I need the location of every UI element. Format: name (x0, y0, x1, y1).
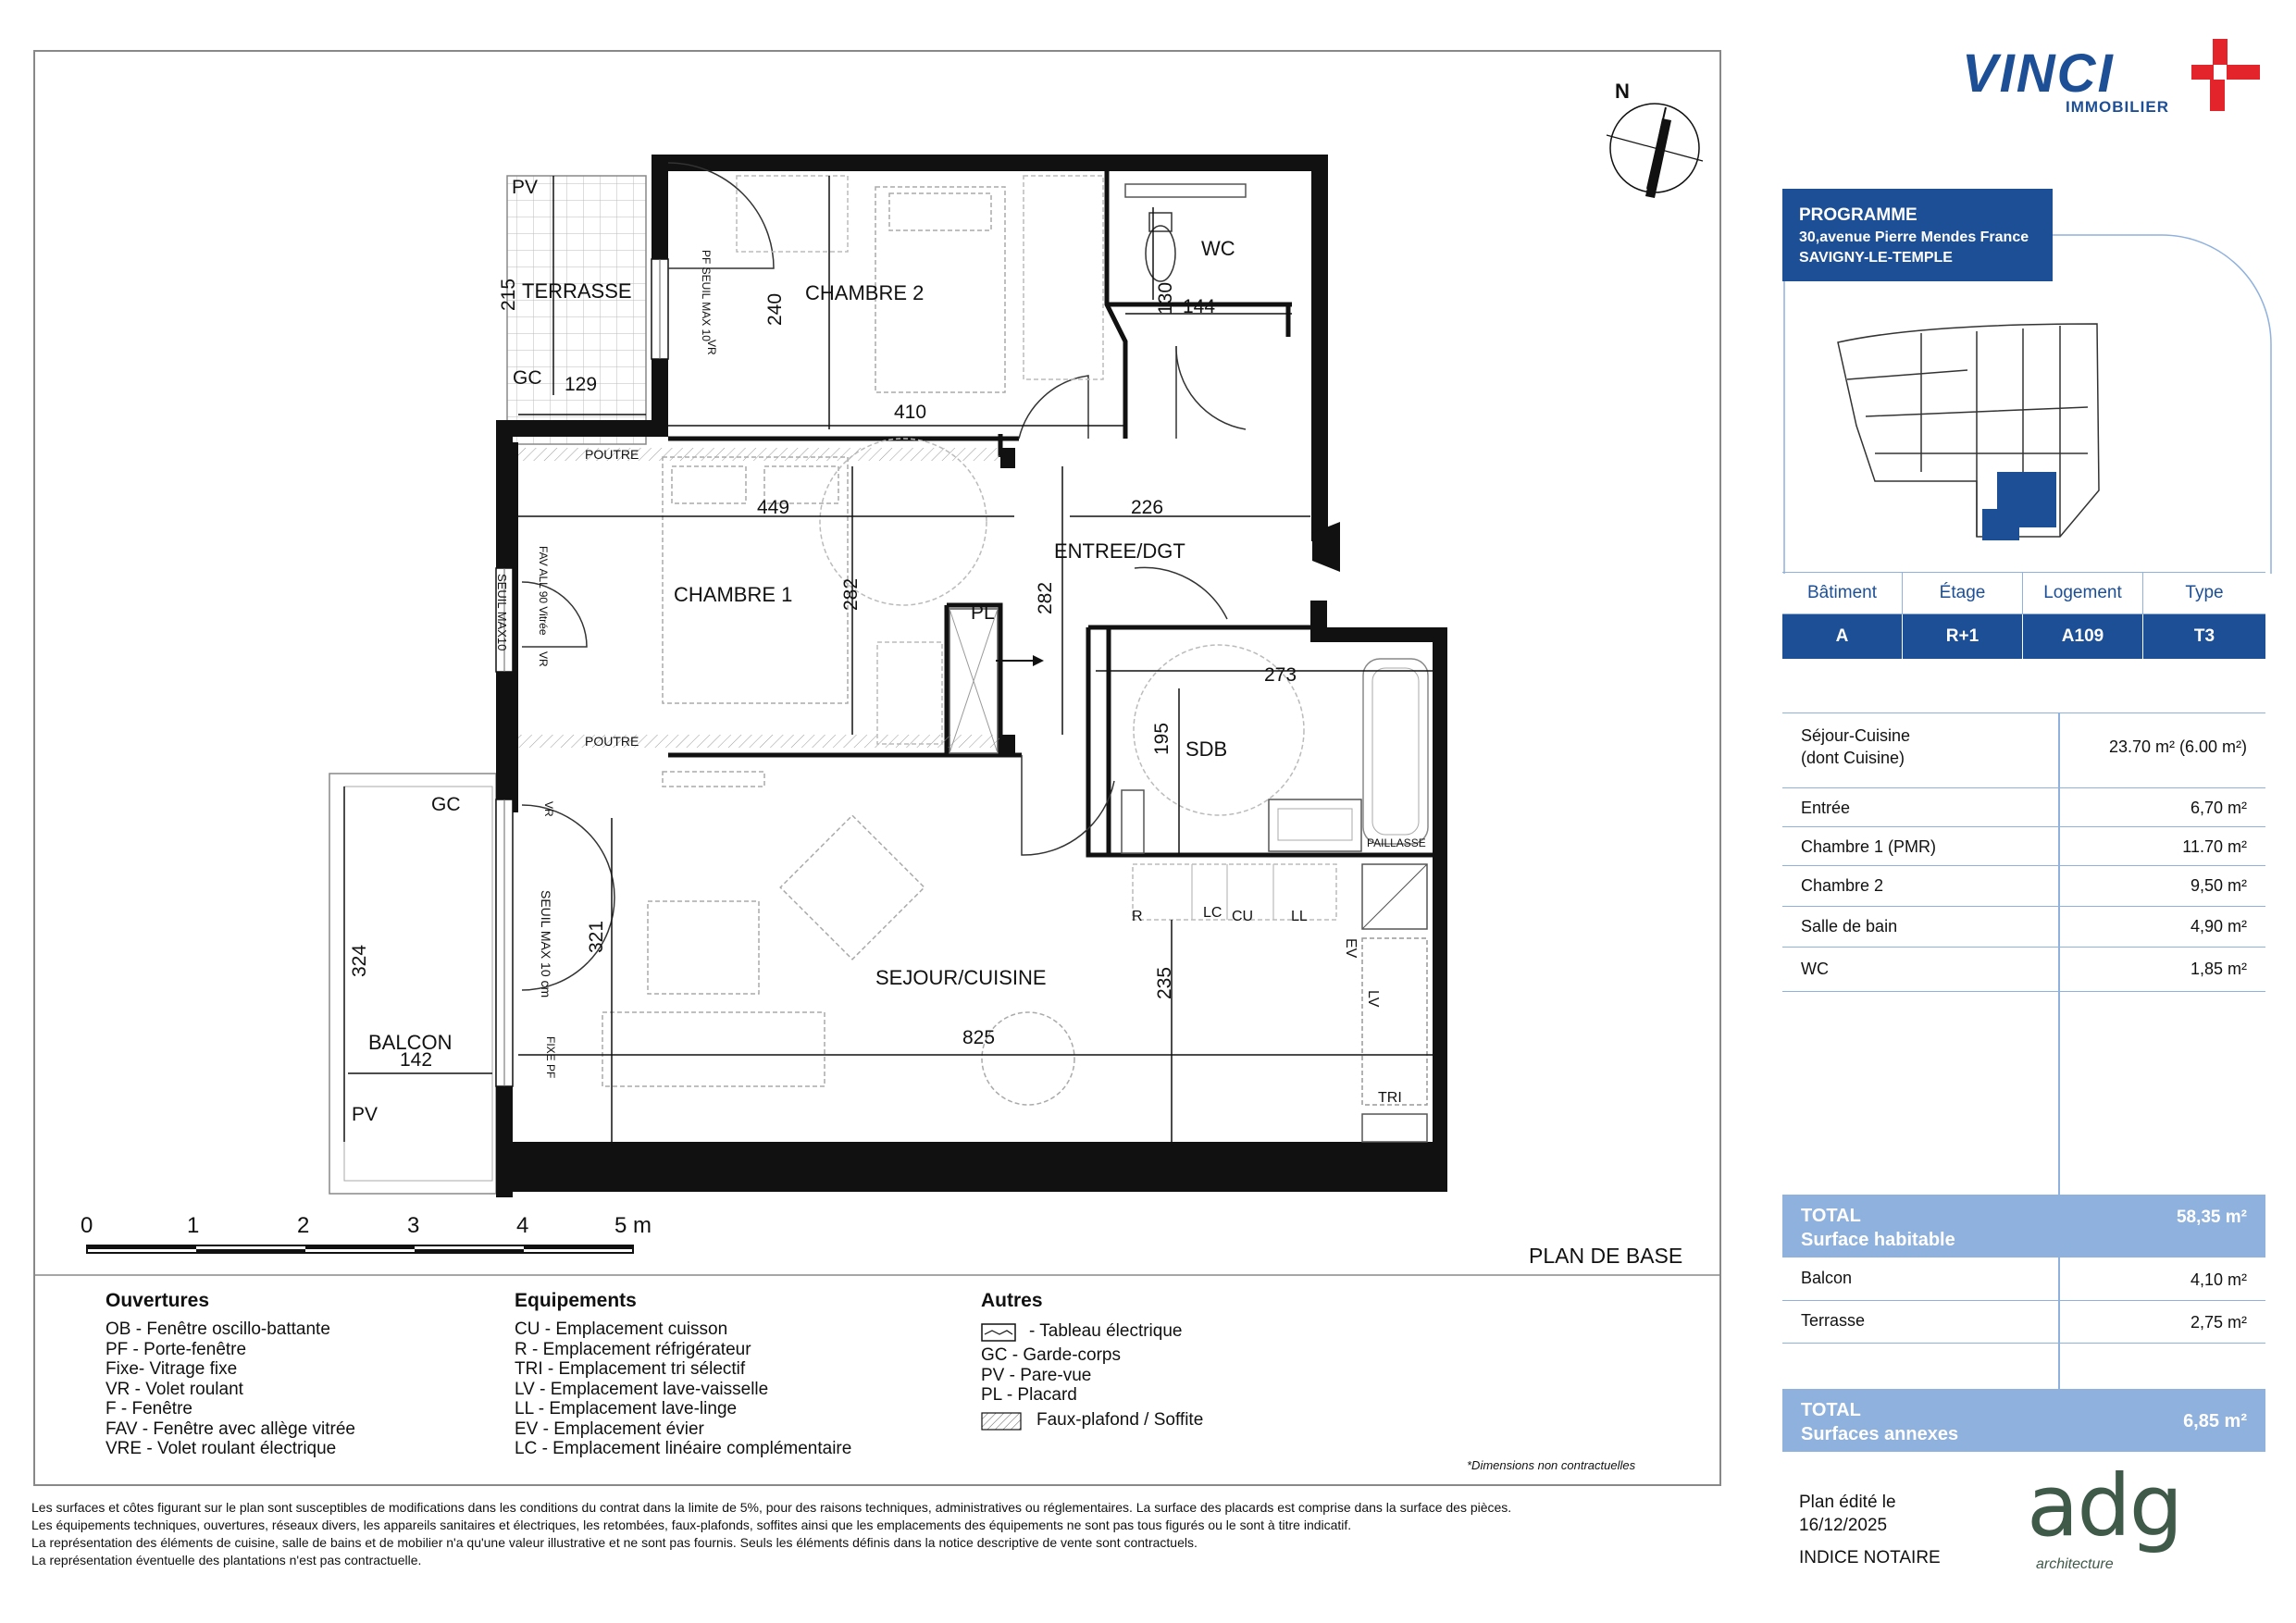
label-gc-top: GC (513, 367, 542, 389)
label-vr-c1: VR (537, 651, 550, 667)
annex-value: 2,75 m² (2190, 1313, 2247, 1332)
info-header-batiment: Bâtiment (1782, 572, 1903, 614)
dining-table (982, 1012, 1074, 1105)
label-pl: PL (971, 602, 995, 624)
dim-130: 130 (1155, 281, 1176, 315)
dim-226: 226 (1131, 497, 1164, 518)
label-cu: CU (1232, 909, 1254, 924)
sofa (602, 1012, 825, 1086)
sink (1269, 799, 1361, 851)
vinci-logo (1962, 37, 2267, 120)
surface-label: Salle de bain (1801, 917, 1898, 935)
legend-equipements-title: Equipements (515, 1290, 637, 1311)
indice-label: INDICE NOTAIRE (1799, 1548, 1941, 1567)
label-tri: TRI (1378, 1090, 1402, 1106)
surface-row (1782, 826, 2265, 866)
surface-row (1782, 865, 2265, 907)
legend-equipements (515, 1290, 851, 1459)
dim-282-a: 282 (840, 577, 862, 611)
dim-825: 825 (962, 1027, 996, 1048)
disclaimer (31, 1499, 1511, 1569)
dim-215: 215 (498, 278, 519, 311)
scale-3: 3 (407, 1213, 420, 1238)
surface-row (1782, 906, 2265, 948)
surface-label: WC (1801, 960, 1829, 978)
legend-item: FAV - Fenêtre avec allège vitrée (105, 1419, 355, 1439)
scale-bar (87, 1245, 633, 1253)
info-value-batiment: A (1782, 614, 1903, 659)
legend-item: Fixe- Vitrage fixe (105, 1359, 238, 1379)
edited-date: 16/12/2025 (1799, 1516, 1888, 1535)
disclaimer-line: Les équipements techniques, ouvertures, réseaux divers, les appareils sanitaires et électriques, les retombées, faux-plafonds, soffites ainsi que les emplacements des équipements ne sont pas tous figurés ou le sont à titre indicatif. (31, 1518, 1352, 1532)
legend-item: OB - Fenêtre oscillo-battante (105, 1319, 330, 1339)
label-poutre-2: POUTRE (585, 734, 639, 749)
dim-273: 273 (1264, 664, 1297, 686)
info-header-logement: Logement (2023, 572, 2143, 614)
dim-144: 144 (1183, 296, 1216, 317)
annex-row (1782, 1300, 2265, 1344)
surface-value: 23.70 m² (6.00 m²) (2108, 737, 2247, 756)
adg-sub: architecture (2036, 1556, 2114, 1572)
label-ev: EV (1343, 938, 1359, 959)
scale-1: 1 (187, 1213, 200, 1238)
info-header-type: Type (2185, 583, 2224, 602)
dim-235: 235 (1154, 966, 1175, 999)
balcon-area (329, 774, 496, 1194)
total-habitable-label-2: Surface habitable (1801, 1230, 1955, 1250)
info-value-etage: R+1 (1903, 614, 2023, 659)
plan-title: PLAN DE BASE (1529, 1244, 1683, 1268)
info-value-type: T3 (2193, 626, 2215, 646)
room-sejour-cuisine: SEJOUR/CUISINE (875, 966, 1047, 989)
info-value-logement: A109 (2023, 614, 2143, 659)
dim-282-b: 282 (1035, 581, 1056, 614)
room-sdb: SDB (1185, 737, 1228, 761)
surface-value: 4,90 m² (2190, 917, 2247, 935)
disclaimer-line: La représentation éventuelle des plantations n'est pas contractuelle. (31, 1553, 422, 1567)
disclaimer-line: Les surfaces et côtes figurant sur le plan sont susceptibles de modifications dans les conditions du contrat dans la limite de 5%, pour des raisons techniques, administratives ou réglementaires. La surface des placards est comprise dans la surface des pièces. (31, 1500, 1512, 1515)
dim-324: 324 (349, 944, 370, 977)
scale-4: 4 (516, 1213, 529, 1238)
legend-autres (981, 1290, 1259, 1432)
toilet-icon (1146, 226, 1175, 281)
legend-pl: PL - Placard (981, 1385, 1077, 1405)
label-lv: LV (1365, 990, 1381, 1008)
label-paillasse: PAILLASSE (1367, 836, 1426, 849)
disclaimer-line: La représentation des éléments de cuisine, salle de bains et de mobilier n'a qu'une valeur illustrative et ne sont pas fournis. Seuls les éléments définis dans la notice descriptive de vente sont contractuels. (31, 1535, 1198, 1550)
info-table (1782, 572, 2265, 661)
legend-item: LL - Emplacement lave-linge (515, 1399, 738, 1419)
legend-item: LV - Emplacement lave-vaisselle (515, 1379, 769, 1399)
programme-address: 30,avenue Pierre Mendes France (1799, 229, 2029, 245)
surface-label-2: (dont Cuisine) (1801, 749, 1905, 767)
legend-autres-title: Autres (981, 1290, 1043, 1311)
legend-item: R - Emplacement réfrigérateur (515, 1339, 751, 1359)
vinci-cross-icon (2190, 37, 2264, 115)
label-fixe-pf: FIXE PF (544, 1036, 557, 1079)
surface-value: 9,50 m² (2190, 876, 2247, 895)
legend-gc: GC - Garde-corps (981, 1345, 1121, 1365)
programme-city: SAVIGNY-LE-TEMPLE (1799, 250, 1953, 266)
surface-row (1782, 947, 2265, 992)
vinci-sub: IMMOBILIER (2066, 98, 2169, 116)
surface-value: 6,70 m² (2190, 799, 2247, 817)
room-chambre-1: CHAMBRE 1 (674, 583, 793, 606)
total-habitable (1782, 1195, 2265, 1258)
annex-label: Terrasse (1801, 1311, 1866, 1330)
legend-pv: PV - Pare-vue (981, 1366, 1092, 1385)
surface-row (1782, 713, 2265, 788)
legend-ouvertures (105, 1290, 355, 1459)
key-plan (1782, 231, 2273, 574)
room-wc: WC (1201, 237, 1235, 260)
label-pv-top: PV (512, 177, 539, 198)
room-chambre-2: CHAMBRE 2 (805, 281, 925, 304)
adg-logo (2027, 1456, 2203, 1579)
annex-row (1782, 1258, 2265, 1301)
programme-title: PROGRAMME (1799, 205, 1917, 225)
vinci-wordmark: VINCI (1962, 43, 2115, 104)
room-terrasse: TERRASSE (522, 279, 632, 303)
surface-value: 11.70 m² (2182, 837, 2247, 856)
legend-item: TRI - Emplacement tri sélectif (515, 1359, 746, 1379)
legend-item: PF - Porte-fenêtre (105, 1339, 247, 1359)
label-poutre-1: POUTRE (585, 447, 639, 462)
surface-label: Chambre 2 (1801, 876, 1884, 895)
terrasse-area (507, 176, 646, 444)
label-seuil-sejour: SEUIL MAX 10 cm (539, 890, 553, 998)
dim-449: 449 (757, 497, 790, 518)
room-entree: ENTREE/DGT (1054, 539, 1185, 563)
label-ll: LL (1291, 909, 1308, 924)
label-lc: LC (1203, 905, 1222, 921)
label-gc-balcon: GC (431, 794, 461, 815)
dim-195: 195 (1151, 722, 1173, 755)
surfaces-table (1782, 712, 2265, 1461)
adg-wordmark: adg (2027, 1456, 2182, 1555)
room-balcon: BALCON (368, 1031, 453, 1054)
dim-129: 129 (565, 374, 598, 395)
dim-321: 321 (586, 920, 607, 953)
dim-410: 410 (894, 402, 927, 423)
total-annexes-label-2: Surfaces annexes (1801, 1424, 1959, 1444)
soffite-icon (981, 1412, 1022, 1431)
annex-value: 4,10 m² (2190, 1270, 2247, 1289)
surface-row (1782, 787, 2265, 827)
legend-item: EV - Emplacement évier (515, 1419, 704, 1439)
total-habitable-label: TOTAL (1801, 1206, 1861, 1226)
electric-panel-icon (981, 1323, 1016, 1342)
bed-1 (663, 457, 848, 703)
legend-ouvertures-title: Ouvertures (105, 1290, 210, 1311)
scale-2: 2 (297, 1213, 310, 1238)
info-header-etage: Étage (1903, 572, 2023, 614)
total-annexes (1782, 1389, 2265, 1452)
dim-240: 240 (764, 292, 786, 326)
surface-label: Entrée (1801, 799, 1851, 817)
scale-0: 0 (81, 1213, 93, 1238)
total-annexes-label: TOTAL (1801, 1400, 1861, 1420)
label-fav-all: FAV ALL 90 Vitrée (537, 546, 550, 636)
floor-plan (33, 50, 1721, 1486)
compass-icon (1607, 104, 1703, 198)
dimensions-note: *Dimensions non contractuelles (1467, 1458, 1636, 1472)
edited-label: Plan édité le (1799, 1493, 1896, 1512)
legend-item: VRE - Volet roulant électrique (105, 1439, 337, 1458)
label-pv-balcon: PV (352, 1104, 379, 1125)
total-annexes-value: 6,85 m² (2183, 1411, 2247, 1431)
legend-item: F - Fenêtre (105, 1399, 192, 1419)
label-vr-top: VR (705, 340, 718, 355)
label-pf-seuil-top: PF SEUIL MAX 10 (700, 250, 713, 341)
surface-label: Chambre 1 (PMR) (1801, 837, 1937, 856)
surface-value: 1,85 m² (2190, 960, 2247, 978)
scale-5: 5 m (614, 1213, 652, 1238)
label-r: R (1132, 909, 1143, 924)
dim-142: 142 (400, 1049, 433, 1071)
legend-tableau: - Tableau électrique (1029, 1321, 1183, 1341)
legend-item: LC - Emplacement linéaire complémentaire (515, 1439, 852, 1458)
legend-item: VR - Volet roulant (105, 1379, 243, 1399)
label-seuil-c1: SEUIL MAX10 (495, 574, 509, 651)
compass-north: N (1615, 80, 1630, 103)
label-vr-sejour: VR (542, 801, 555, 817)
annex-label: Balcon (1801, 1269, 1853, 1287)
legend-item: CU - Emplacement cuisson (515, 1319, 728, 1339)
total-habitable-value: 58,35 m² (2176, 1208, 2247, 1227)
legend-faux-plafond: Faux-plafond / Soffite (1036, 1410, 1204, 1430)
surface-label: Séjour-Cuisine (1801, 726, 1911, 745)
